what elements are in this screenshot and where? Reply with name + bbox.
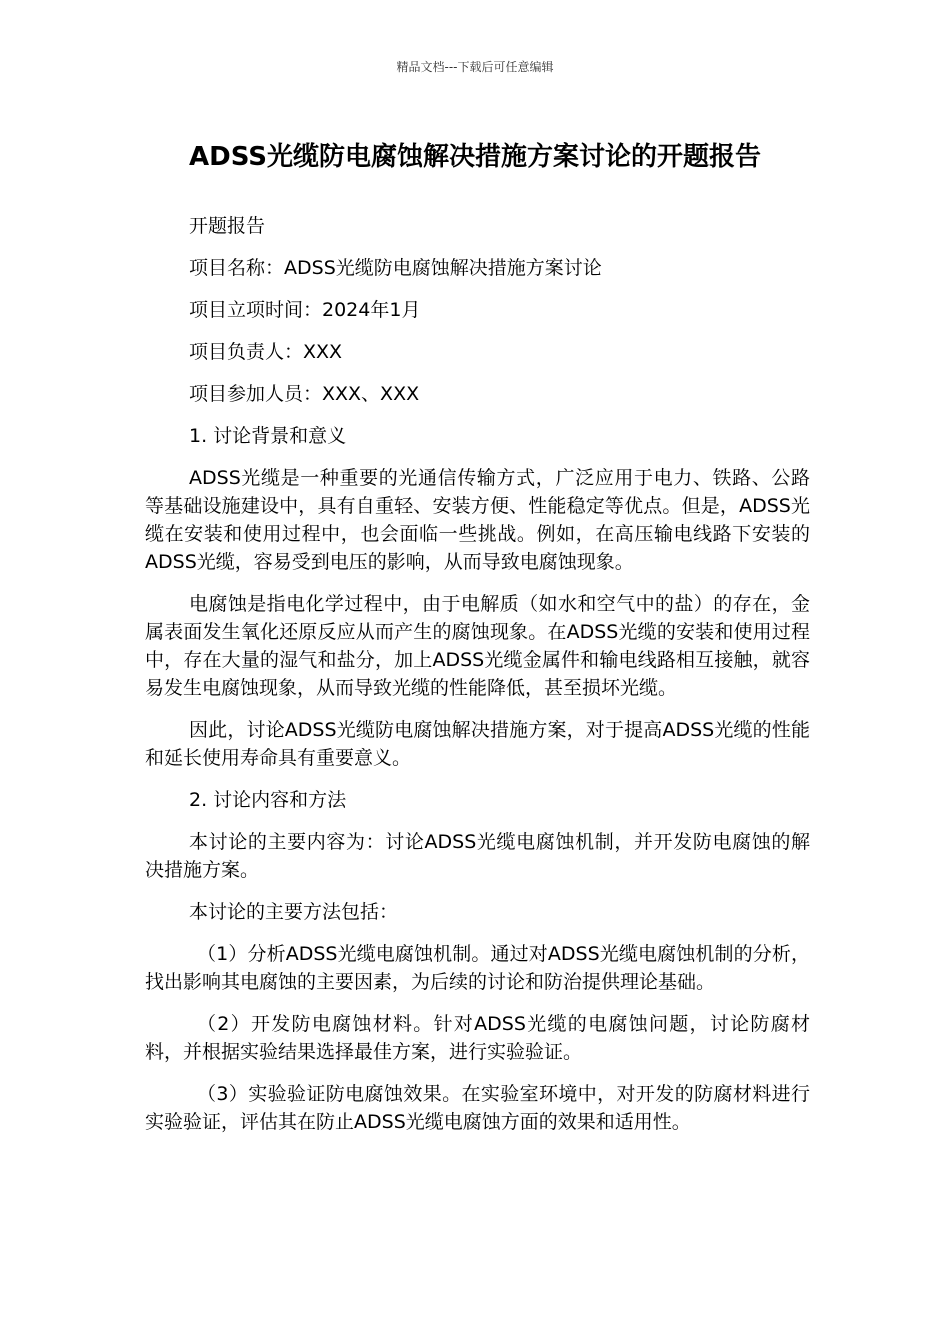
content-paragraph: 本讨论的主要内容为：讨论ADSS光缆电腐蚀机制，并开发防电腐蚀的解决措施方案。: [145, 831, 810, 881]
method-item: （3）实验验证防电腐蚀效果。在实验室环境中，对开发的防腐材料进行实验验证，评估其在防止ADSS光缆电腐蚀方面的效果和适用性。: [145, 1083, 810, 1133]
background-paragraph: 电腐蚀是指电化学过程中，由于电解质（如水和空气中的盐）的存在，金属表面发生氧化还原反应从而产生的腐蚀现象。在ADSS光缆的安装和使用过程中，存在大量的湿气和盐分，加上ADSS光缆金属件和输电线路相互接触，就容易发生电腐蚀现象，从而导致光缆的性能降低，甚至损坏光缆。: [145, 593, 810, 699]
document-body: [145, 212, 810, 1150]
method-item: （1）分析ADSS光缆电腐蚀机制。通过对ADSS光缆电腐蚀机制的分析，找出影响其电腐蚀的主要因素，为后续的讨论和防治提供理论基础。: [145, 943, 810, 993]
project-members: 项目参加人员：XXX、XXX: [189, 383, 420, 405]
section-heading-methods: 2. 讨论内容和方法: [189, 789, 347, 811]
background-paragraph: 因此，讨论ADSS光缆防电腐蚀解决措施方案，对于提高ADSS光缆的性能和延长使用寿命具有重要意义。: [145, 719, 810, 769]
header-note: 精品文档---下载后可任意编辑: [396, 60, 554, 74]
section-heading-background: 1. 讨论背景和意义: [189, 425, 347, 447]
report-label: 开题报告: [189, 215, 266, 237]
project-time: 项目立项时间：2024年1月: [189, 299, 421, 321]
background-paragraph: ADSS光缆是一种重要的光通信传输方式，广泛应用于电力、铁路、公路等基础设施建设中，具有自重轻、安装方便、性能稳定等优点。但是，ADSS光缆在安装和使用过程中，也会面临一些挑战。例如，在高压输电线路下安装的ADSS光缆，容易受到电压的影响，从而导致电腐蚀现象。: [145, 467, 810, 573]
method-item: （2）开发防电腐蚀材料。针对ADSS光缆的电腐蚀问题，讨论防腐材料，并根据实验结果选择最佳方案，进行实验验证。: [145, 1013, 810, 1063]
methods-intro: 本讨论的主要方法包括：: [189, 901, 399, 923]
project-name: 项目名称：ADSS光缆防电腐蚀解决措施方案讨论: [189, 257, 602, 279]
project-lead: 项目负责人：XXX: [189, 341, 343, 363]
document-title: ADSS光缆防电腐蚀解决措施方案讨论的开题报告: [189, 142, 761, 172]
